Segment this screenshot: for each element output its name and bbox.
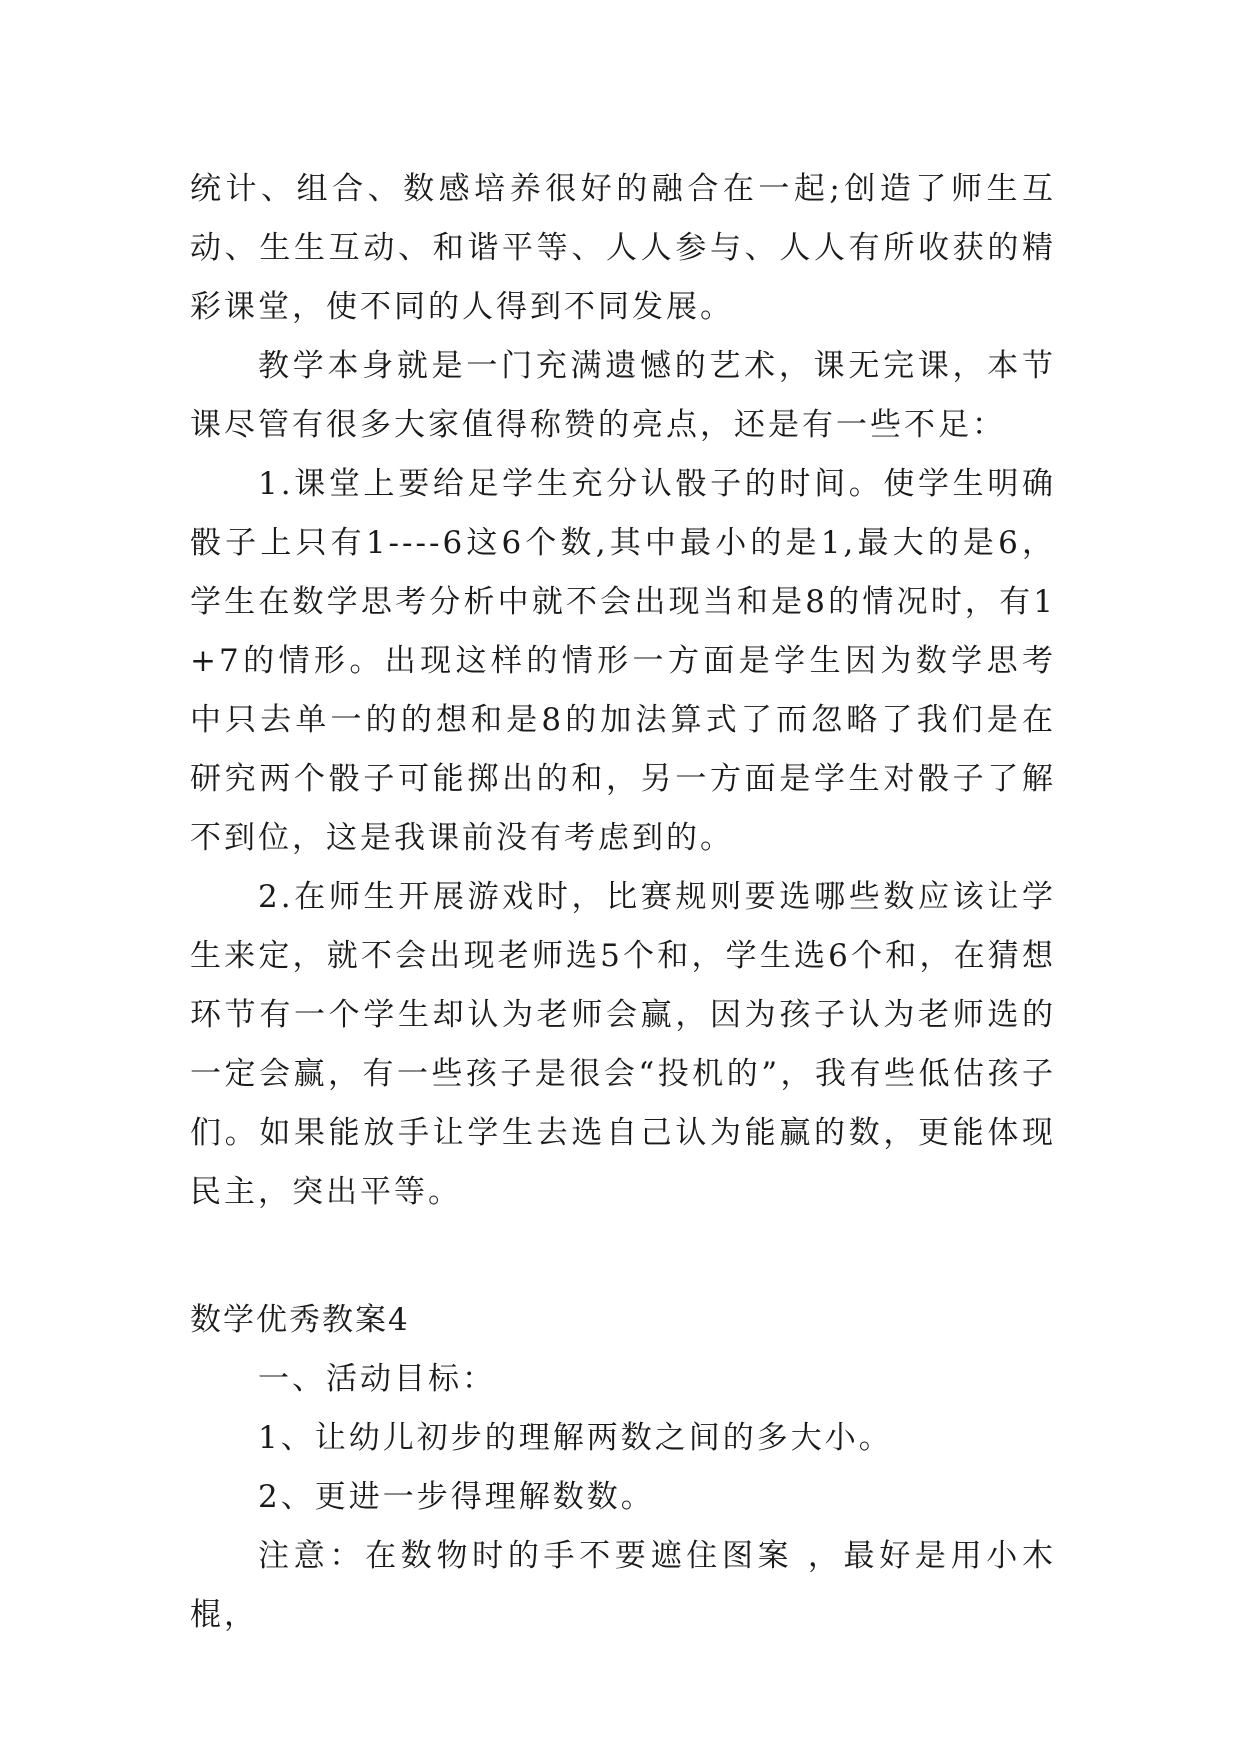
paragraph-reflection-intro: 教学本身就是一门充满遗憾的艺术，课无完课，本节课尽管有很多大家值得称赞的亮点，还是有一些不足： bbox=[190, 348, 1056, 443]
paragraph-point-1: 1.课堂上要给足学生充分认骰子的时间。使学生明确骰子上只有1----6这6个数,其中最小的是1,最大的是6，学生在数学思考分析中就不会出现当和是8的情况时，有1+7的情形。出现这样的情形一方面是学生因为数学思考中只去单一的的想和是8的加法算式了而忽略了我们是在研究两个骰子可能掷出的和，另一方面是学生对骰子了解不到位，这是我课前没有考虑到的。 bbox=[190, 466, 1056, 856]
activity-note: 注意：在数物时的手不要遮住图案 ，最好是用小木棍， bbox=[190, 1538, 1056, 1633]
activity-goal-1: 1、让幼儿初步的理解两数之间的多大小。 bbox=[258, 1420, 893, 1456]
document-body bbox=[190, 160, 1056, 1645]
activity-goal-heading: 一、活动目标： bbox=[258, 1361, 496, 1397]
section-gap bbox=[190, 1222, 1056, 1281]
paragraph-summary: 统计、组合、数感培养很好的融合在一起;创造了师生互动、生生互动、和谐平等、人人参与、人人有所收获的精彩课堂，使不同的人得到不同发展。 bbox=[190, 171, 1056, 325]
section-title: 数学优秀教案4 bbox=[190, 1302, 410, 1338]
activity-goal-2: 2、更进一步得理解数数。 bbox=[258, 1479, 655, 1515]
paragraph-point-2: 2.在师生开展游戏时，比赛规则要选哪些数应该让学生来定，就不会出现老师选5个和，学生选6个和，在猜想环节有一个学生却认为老师会赢，因为孩子认为老师选的一定会赢，有一些孩子是很会“投机的”，我有些低估孩子们。如果能放手让学生去选自己认为能赢的数，更能体现民主，突出平等。 bbox=[190, 879, 1056, 1210]
